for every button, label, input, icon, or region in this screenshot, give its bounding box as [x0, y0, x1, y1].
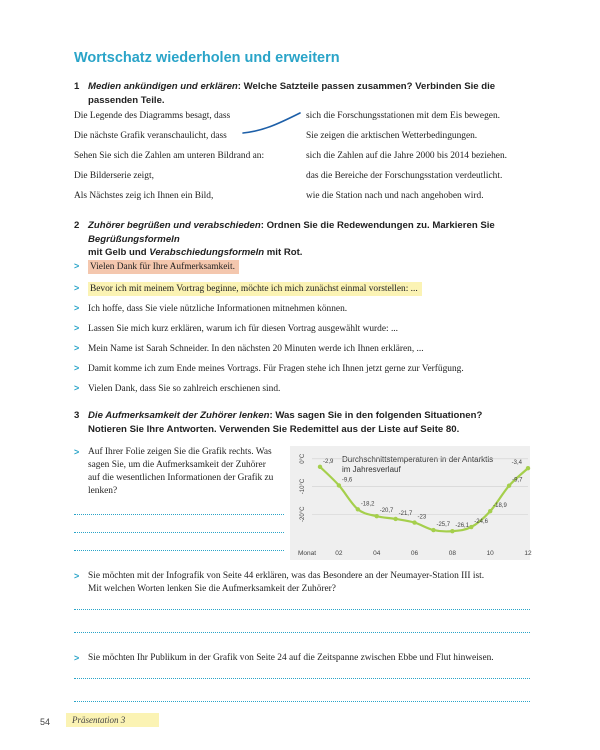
q1-line: Auf Ihrer Folie zeigen Sie die Grafik rechts. Was — [88, 447, 272, 457]
data-label: -24,6 — [474, 519, 488, 526]
section-title: Wortschatz wiederholen und erweitern — [74, 50, 340, 66]
temperature-chart-svg — [290, 446, 530, 560]
task2-item-text: Bevor ich mit meinem Vortrag beginne, möchte ich mich zunächst einmal vorstellen: ... — [88, 282, 422, 296]
q1-line: auf die wesentlichen Informationen der Grafik zu — [88, 473, 274, 483]
task3-number: 3 — [74, 410, 80, 421]
chevron-right-icon: > — [74, 383, 80, 393]
answer-line[interactable] — [74, 632, 530, 633]
page-number: 54 — [40, 717, 51, 727]
task3-instruction-1: : Was sagen Sie in den folgenden Situationen? — [269, 410, 483, 421]
q3-line: Sie möchten Ihr Publikum in der Grafik von Seite 24 auf die Zeitspanne zwischen Ebbe und Flut hinweisen. — [88, 653, 494, 663]
data-label: -18,2 — [360, 501, 375, 508]
task2-item-text: Mein Name ist Sarah Schneider. In den nächsten 20 Minuten werde ich Ihnen erklären, ... — [88, 344, 424, 354]
task1-right-3[interactable]: sich die Zahlen auf die Jahre 2000 bis 2014 beziehen. — [306, 151, 507, 161]
data-point — [393, 517, 397, 521]
task2-item[interactable] — [74, 382, 280, 395]
data-label: -21,7 — [398, 510, 413, 517]
task1-number: 1 — [74, 81, 80, 92]
data-point — [375, 514, 379, 518]
data-point — [318, 465, 322, 469]
task3-instruction-2: Notieren Sie Ihre Antworten. Verwenden Sie Redemittel aus der Liste auf Seite 80. — [88, 423, 460, 435]
task2-item-text: Lassen Sie mich kurz erklären, warum ich für diesen Vortrag ausgewählt wurde: ... — [88, 324, 398, 334]
task1-left-1: Die Legende des Diagramms besagt, dass — [74, 111, 231, 121]
x-tick-label: 12 — [524, 550, 532, 557]
task1-heading — [74, 80, 544, 107]
task1-right-2[interactable]: Sie zeigen die arktischen Wetterbedingungen. — [306, 131, 478, 141]
data-point — [488, 509, 492, 513]
data-label: -23 — [417, 514, 427, 521]
task2-item[interactable] — [74, 342, 424, 355]
answer-line[interactable] — [74, 609, 530, 610]
y-tick-label: 0°C — [300, 453, 306, 464]
task3-question-2 — [74, 570, 554, 596]
task2-instruction-b: mit Gelb und — [88, 247, 150, 258]
task1-left-5: Als Nächstes zeig ich Ihnen ein Bild, — [74, 191, 214, 201]
task2-term-verabschiedung: Verabschiedungsformeln — [149, 247, 265, 258]
data-point — [507, 483, 511, 487]
y-tick-label: -20°C — [300, 506, 306, 522]
chapter-label: Präsentation 3 — [66, 713, 159, 727]
chevron-right-icon: > — [74, 283, 80, 293]
q1-line: sagen Sie, um die Aufmerksamkeit der Zuhörer — [88, 460, 266, 470]
task2-term-begruessung: Begrüßungsformeln — [88, 233, 180, 245]
chart-x-axis-label: Monat — [298, 550, 317, 557]
data-point — [337, 483, 341, 487]
data-point — [526, 466, 530, 470]
data-point — [431, 528, 435, 532]
task3-question-1 — [74, 446, 289, 498]
chart-title-line-2: im Jahresverlauf — [342, 465, 401, 474]
task1-right-5[interactable]: wie die Station nach und nach angehoben wird. — [306, 191, 484, 201]
answer-line[interactable] — [74, 678, 530, 679]
data-label: -2,9 — [323, 458, 334, 465]
data-point — [469, 525, 473, 529]
q2-line: Sie möchten mit der Infografik von Seite 44 erklären, was das Besondere an der Neumayer-Station III ist. — [88, 571, 485, 581]
task2-item-text: Vielen Dank, dass Sie so zahlreich erschienen sind. — [88, 384, 281, 394]
x-tick-label: 06 — [410, 550, 419, 557]
task1-instruction: : Welche Satzteile passen zusammen? Verbinden Sie die passenden Teile. — [88, 81, 496, 106]
q1-line: lenken? — [88, 486, 118, 496]
data-label: -3,4 — [511, 460, 522, 467]
x-tick-label: 02 — [335, 550, 343, 557]
task1-right-4[interactable]: das die Bereiche der Forschungsstation verdeutlicht. — [306, 171, 503, 181]
x-tick-label: 08 — [448, 550, 456, 557]
data-point — [450, 529, 454, 533]
task2-item[interactable] — [74, 302, 347, 315]
task2-item[interactable] — [74, 260, 239, 273]
answer-line[interactable] — [74, 701, 530, 702]
chevron-right-icon: > — [74, 571, 80, 581]
task1-left-3: Sehen Sie sich die Zahlen am unteren Bildrand an: — [74, 151, 265, 161]
y-tick-label: -10°C — [300, 478, 306, 495]
chevron-right-icon: > — [74, 323, 80, 333]
chevron-right-icon: > — [74, 363, 80, 373]
chevron-right-icon: > — [74, 653, 80, 663]
answer-line[interactable] — [74, 532, 284, 533]
x-tick-label: 04 — [373, 550, 381, 557]
temperature-chart — [290, 446, 530, 560]
task2-item-text: Damit komme ich zum Ende meines Vortrags. Für Fragen stehe ich Ihnen jetzt gerne zur Verfügung. — [88, 364, 464, 374]
task2-heading — [74, 219, 544, 260]
task2-instruction-a: : Ordnen Sie die Redewendungen zu. Markieren Sie — [260, 220, 495, 231]
task2-topic: Zuhörer begrüßen und verabschieden — [88, 220, 261, 231]
data-point — [356, 507, 360, 511]
task1-topic: Medien ankündigen und erklären — [88, 81, 238, 92]
chart-title-line-1: Durchschnittstemperaturen in der Antarktis — [342, 455, 494, 464]
x-tick-label: 10 — [486, 550, 494, 557]
task2-item[interactable] — [74, 362, 464, 375]
data-label: -18,9 — [493, 503, 507, 510]
chevron-right-icon: > — [74, 343, 80, 353]
task2-number: 2 — [74, 220, 80, 231]
task1-left-2: Die nächste Grafik veranschaulicht, dass — [74, 131, 227, 141]
task2-item-text: Ich hoffe, dass Sie viele nützliche Informationen mitnehmen können. — [88, 304, 348, 314]
q2-line: Mit welchen Worten lenken Sie die Aufmerksamkeit der Zuhörer? — [88, 584, 336, 594]
task2-item[interactable] — [74, 322, 398, 335]
task3-question-3 — [74, 652, 554, 665]
data-label: -9,7 — [512, 477, 523, 484]
connecting-line-example — [238, 108, 308, 138]
task3-topic: Die Aufmerksamkeit der Zuhörer lenken — [88, 410, 270, 421]
chevron-right-icon: > — [74, 261, 80, 271]
task1-right-1[interactable]: sich die Forschungsstationen mit dem Eis bewegen. — [306, 111, 500, 121]
task1-left-4: Die Bilderserie zeigt, — [74, 171, 154, 181]
answer-line[interactable] — [74, 514, 284, 515]
data-label: -9,6 — [341, 477, 353, 484]
data-label: -25,7 — [436, 522, 451, 529]
task2-item[interactable] — [74, 282, 422, 295]
data-label: -26,1 — [455, 523, 470, 530]
data-point — [412, 520, 416, 524]
task2-item-text: Vielen Dank für Ihre Aufmerksamkeit. — [88, 260, 239, 274]
answer-line[interactable] — [74, 550, 284, 551]
chevron-right-icon: > — [74, 447, 80, 457]
task2-instruction-c: mit Rot. — [264, 247, 303, 258]
task3-heading — [74, 409, 554, 436]
chevron-right-icon: > — [74, 303, 80, 313]
data-label: -20,7 — [379, 508, 394, 515]
